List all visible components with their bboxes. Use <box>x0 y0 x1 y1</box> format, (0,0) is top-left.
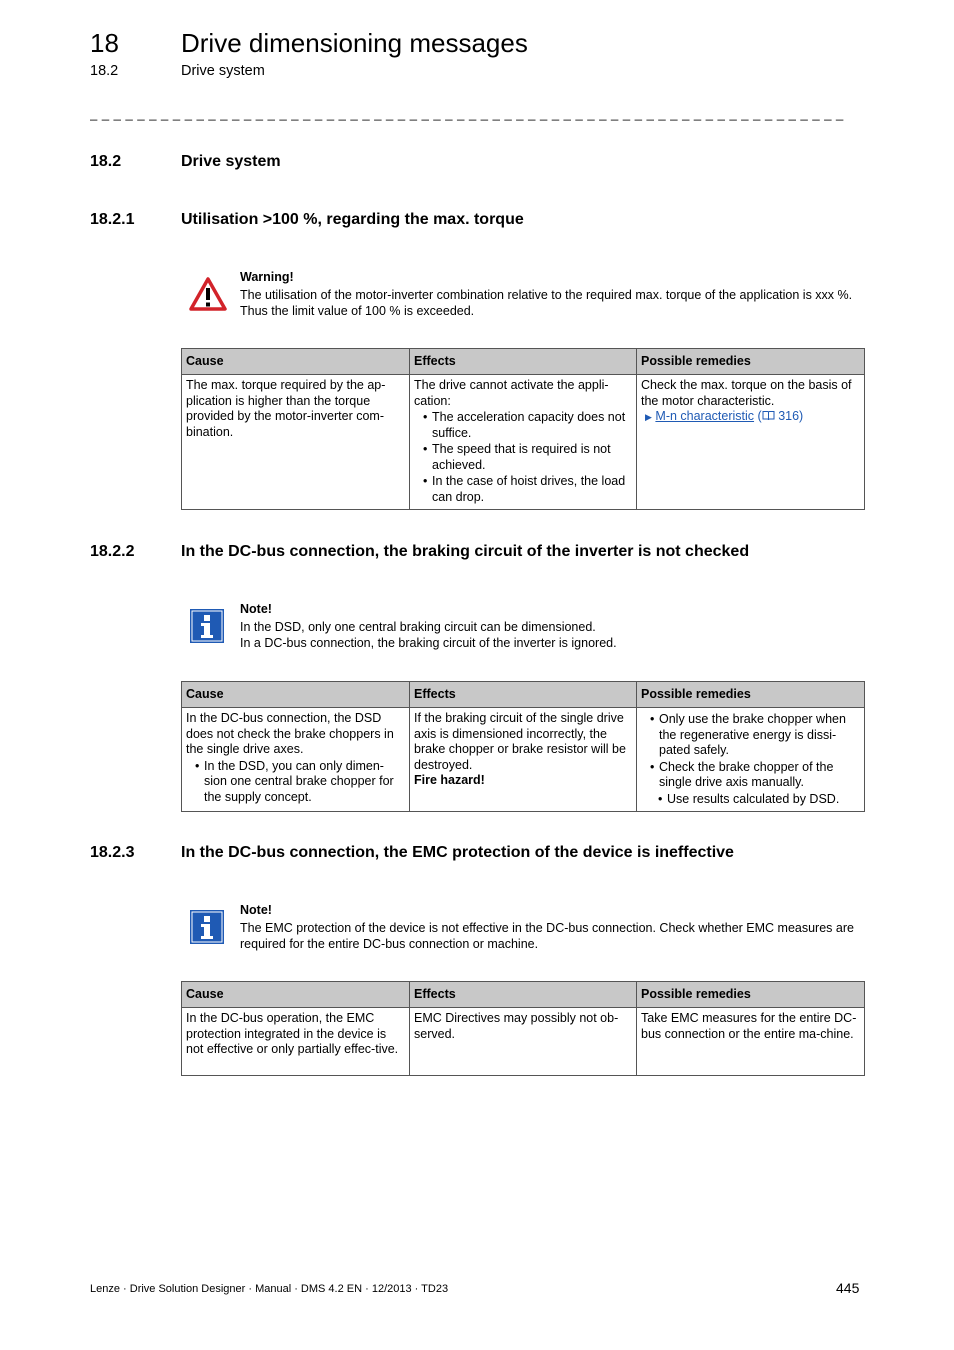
s1-remedies <box>637 375 865 510</box>
list-item: • Use results calculated by DSD. <box>641 792 860 808</box>
note-line-2: In a DC-bus connection, the braking circuit of the inverter is ignored. <box>240 636 617 650</box>
triangle-right-icon: ▶ <box>645 412 652 422</box>
section-title: Drive system <box>181 153 281 170</box>
s2-remedies <box>637 708 865 812</box>
s2-table <box>181 681 865 812</box>
s2-cause <box>182 708 410 812</box>
col-remedies: Possible remedies <box>637 982 865 1008</box>
header-section-number: 18.2 <box>90 63 119 79</box>
col-effects: Effects <box>410 982 637 1008</box>
section-number: 18.2 <box>90 153 122 170</box>
col-cause: Cause <box>182 982 410 1008</box>
s2-fire-hazard: Fire hazard! <box>414 773 485 787</box>
s1-table <box>181 348 865 510</box>
info-icon <box>189 909 225 950</box>
s3-title: In the DC-bus connection, the EMC protection of the device is ineffective <box>181 844 734 861</box>
s1-remedy-text: Check the max. torque on the basis of the motor characteristic. <box>641 378 852 408</box>
header-separator: _ _ _ _ _ _ _ _ _ _ _ _ _ _ _ _ _ _ _ _ _ _ _ _ _ _ _ _ _ _ _ _ _ _ _ _ _ _ _ _ _ _ _ _ _ _ _ _ _ _ _ _ _ _ _ _ _ _ _ _ _ _ _ _ <box>90 107 844 121</box>
col-cause: Cause <box>182 349 410 375</box>
s1-cause: The max. torque required by the ap-plication is higher than the torque provided by the motor-inverter com-bination. <box>182 375 410 510</box>
warning-triangle-icon <box>189 276 227 317</box>
list-item: • Check the brake chopper of the single drive axis manually. <box>641 760 860 791</box>
note-line-1: In the DSD, only one central braking circuit can be dimensioned. <box>240 620 596 634</box>
chapter-title: Drive dimensioning messages <box>181 28 528 58</box>
note-text: The EMC protection of the device is not effective in the DC-bus connection. Check whether EMC measures are required for the entire DC-bus connection or machine. <box>240 921 854 951</box>
warning-title: Warning! <box>240 270 294 284</box>
s2-cause-text: In the DC-bus connection, the DSD does not check the brake choppers in the single drive axes. <box>186 711 394 756</box>
s1-title: Utilisation >100 %, regarding the max. torque <box>181 211 524 228</box>
s3-table <box>181 981 865 1076</box>
col-remedies: Possible remedies <box>637 349 865 375</box>
list-item: • In the DSD, you can only dimen-sion one central brake chopper for the supply concept. <box>186 759 405 806</box>
col-effects: Effects <box>410 349 637 375</box>
list-item: • In the case of hoist drives, the load can drop. <box>414 474 632 505</box>
s1-effects <box>410 375 637 510</box>
s1-effects-intro: The drive cannot activate the appli-cation: <box>414 378 609 408</box>
footer-text: Lenze · Drive Solution Designer · Manual · DMS 4.2 EN · 12/2013 · TD23 <box>90 1283 449 1295</box>
warning-text: The utilisation of the motor-inverter combination relative to the required max. torque of the application is xxx %. Thus the limit value of 100 % is exceeded. <box>240 288 853 318</box>
note-title: Note! <box>240 602 272 616</box>
header-section-title: Drive system <box>181 63 265 79</box>
s3-remedies: Take EMC measures for the entire DC-bus connection or the entire ma-chine. <box>637 1008 865 1076</box>
col-cause: Cause <box>182 682 410 708</box>
m-n-characteristic-link[interactable]: M-n characteristic <box>655 409 755 423</box>
list-item: • Only use the brake chopper when the regenerative energy is dissi-pated safely. <box>641 712 860 759</box>
s1-link-line: ▶ M-n characteristic ( 316) <box>645 409 804 423</box>
s1-number: 18.2.1 <box>90 211 135 228</box>
chapter-number: 18 <box>90 28 119 58</box>
page-number: 445 <box>836 1280 860 1296</box>
s2-effects-text: If the braking circuit of the single drive axis is dimensioned incorrectly, the brake chopper or brake resistor will be destroyed. <box>414 711 626 772</box>
s2-effects <box>410 708 637 812</box>
s3-effects: EMC Directives may possibly not ob-served. <box>410 1008 637 1076</box>
col-remedies: Possible remedies <box>637 682 865 708</box>
book-icon <box>762 410 775 421</box>
s3-cause: In the DC-bus operation, the EMC protection integrated in the device is not effective or only partially effec-tive. <box>182 1008 410 1076</box>
link-page[interactable]: 316 <box>778 409 800 423</box>
s2-number: 18.2.2 <box>90 543 135 560</box>
list-item: • The speed that is required is not achieved. <box>414 442 632 473</box>
s3-number: 18.2.3 <box>90 844 135 861</box>
col-effects: Effects <box>410 682 637 708</box>
info-icon <box>189 608 225 649</box>
s2-title: In the DC-bus connection, the braking circuit of the inverter is not checked <box>181 543 750 560</box>
list-item: • The acceleration capacity does not suffice. <box>414 410 632 441</box>
note-title: Note! <box>240 903 272 917</box>
